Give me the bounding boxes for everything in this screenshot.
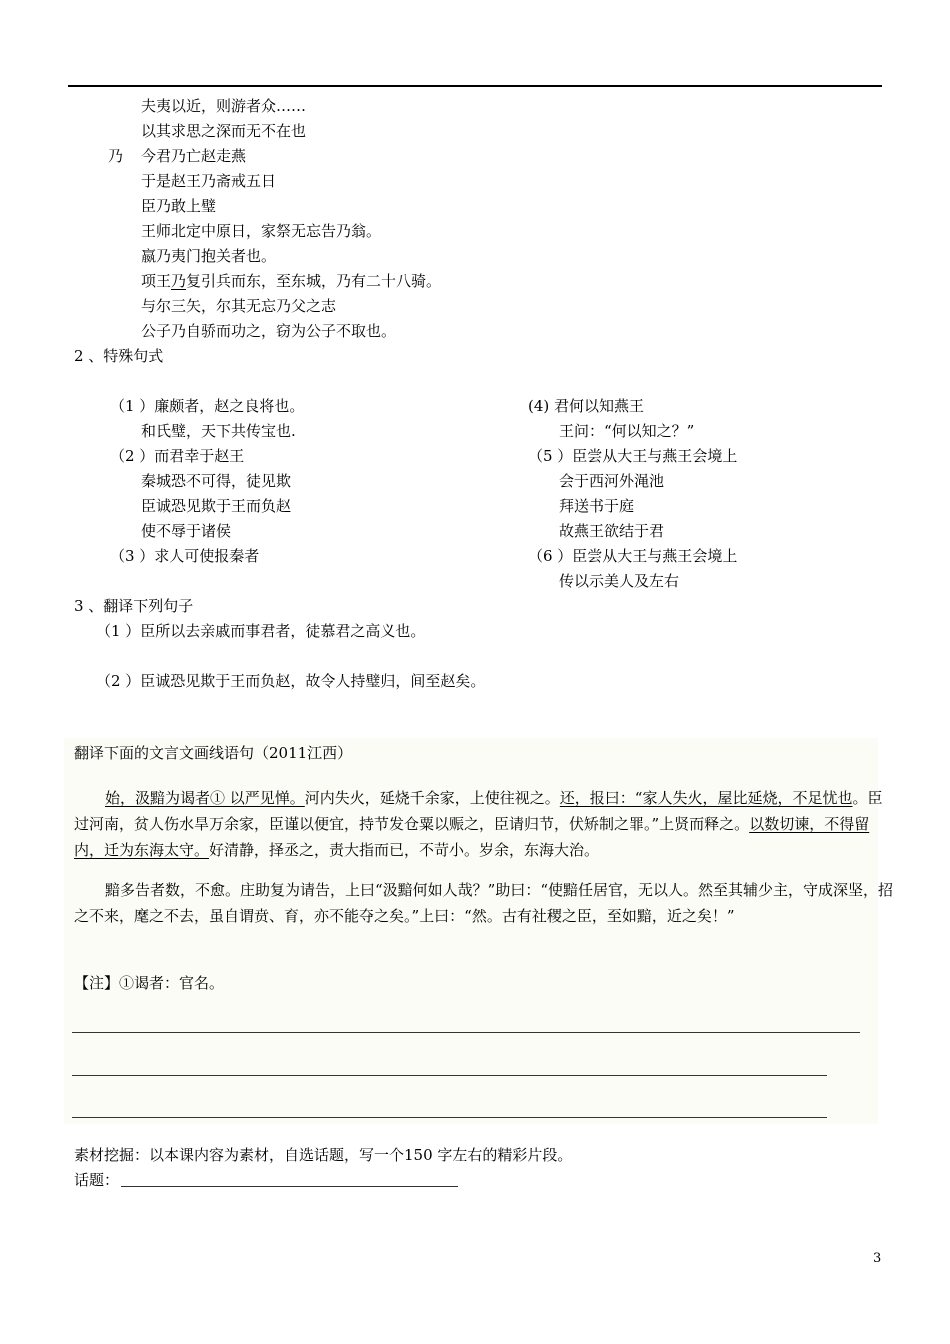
- s2-left-2: 和氏璧，天下共传宝也.: [141, 422, 296, 440]
- s2-left-4: 秦城恐不可得，徒见欺: [141, 472, 292, 490]
- header-rule: [68, 85, 882, 87]
- s2-right-7: （6 ）臣尝从大王与燕王会境上: [528, 547, 738, 565]
- nai-line-5: 嬴乃夷门抱关者也。: [141, 247, 277, 265]
- nai-line-2: 于是赵王乃斋戒五日: [141, 172, 277, 190]
- s2-left-5: 臣诚恐见欺于王而负赵: [141, 497, 292, 515]
- answer-line-1[interactable]: [72, 1032, 860, 1033]
- xiangwang-post: 复引兵而东，至东城，乃有二十八骑。: [186, 272, 442, 290]
- s2-right-2: 王问：“何以知之？”: [559, 422, 695, 440]
- exercise-heading: 翻译下面的文言文画线语句（2011江西）: [74, 744, 353, 762]
- section-3-heading: 3 、翻译下列句子: [74, 597, 194, 615]
- ex-sentence-2: 河内失火，延烧千余家，上使往视之。: [304, 789, 560, 807]
- topic-input-line[interactable]: [121, 1186, 458, 1187]
- s2-left-6: 使不辱于诸侯: [141, 522, 232, 540]
- xiangwang-pre: 项王: [141, 272, 172, 290]
- nai-line-xiangwang: [141, 271, 441, 291]
- page-number: 3: [873, 1251, 882, 1266]
- material-instruction: 素材挖掘：以本课内容为素材，自选话题，写一个150 字左右的精彩片段。: [74, 1146, 573, 1164]
- s2-left-7: （3 ）求人可使报秦者: [110, 547, 260, 565]
- s2-right-5: 拜送书于庭: [559, 497, 635, 515]
- s3-item-2: （2 ）臣诚恐见欺于王而负赵，故令人持璧归，间至赵矣。: [96, 672, 486, 690]
- s3-item-1: （1 ）臣所以去亲戚而事君者，徒慕君之高义也。: [96, 622, 426, 640]
- xiangwang-underlined: 乃: [171, 272, 187, 290]
- nai-line-1: 今君乃亡赵走燕: [141, 147, 247, 165]
- s2-right-3: （5 ）臣尝从大王与燕王会境上: [528, 447, 738, 465]
- ex-sentence-3-underlined: 还，报曰：“家人失火，屋比延烧，不足忧也: [559, 789, 853, 807]
- nai-label: 乃: [108, 147, 124, 165]
- exercise-paragraph-2: 黯多告者数，不愈。庄助复为请告，上曰“汲黯何如人哉？”助曰：“使黯任居官，无以人。然至其辅少主，守成深坚，招之不来，麾之不去，虽自谓贲、育，亦不能夺之矣。”上曰：“然。古有社稷之臣，至如黯，近之矣！”: [74, 881, 894, 925]
- s2-right-8: 传以示美人及左右: [559, 572, 680, 590]
- answer-line-3[interactable]: [72, 1117, 827, 1118]
- s2-left-1: （1 ）廉颇者，赵之良将也。: [110, 397, 305, 415]
- s2-right-1: (4) 君何以知燕王: [528, 397, 645, 415]
- ex-sentence-4: 。臣过河南，贫人伤水旱万余家，臣谨以便宜，持节发仓粟以赈之，臣请归节，伏矫制之罪。”上贤而释之。: [74, 789, 883, 833]
- s2-right-4: 会于西河外渑池: [559, 472, 665, 490]
- ex-sentence-5-underlined: 以数切谏，不得留内，迁为东海太守。: [74, 815, 870, 859]
- ex-sentence-6: 好清静，择丞之，责大指而已，不苛小。岁余，东海大治。: [209, 841, 600, 859]
- exercise-note: 【注】①谒者：官名。: [74, 974, 225, 992]
- s2-left-3: （2 ）而君幸于赵王: [110, 447, 245, 465]
- nai-line-7: 公子乃自骄而功之，窃为公子不取也。: [141, 322, 397, 340]
- nai-line-6: 与尔三矢，尔其无忘乃父之志: [141, 297, 337, 315]
- line-yi-2: 以其求思之深而无不在也: [141, 122, 307, 140]
- line-yi-1: 夫夷以近，则游者众……: [141, 97, 307, 115]
- ex-sentence-1-underlined: 始，汲黯为谒者① 以严见惮。: [105, 789, 305, 807]
- nai-line-3: 臣乃敢上璧: [141, 197, 217, 215]
- section-2-heading: 2 、特殊句式: [74, 347, 164, 365]
- exercise-paragraph-1: [74, 785, 896, 863]
- topic-label: 话题：: [74, 1171, 120, 1189]
- s2-right-6: 故燕王欲结于君: [559, 522, 665, 540]
- answer-line-2[interactable]: [72, 1075, 827, 1076]
- nai-line-4: 王师北定中原日，家祭无忘告乃翁。: [141, 222, 382, 240]
